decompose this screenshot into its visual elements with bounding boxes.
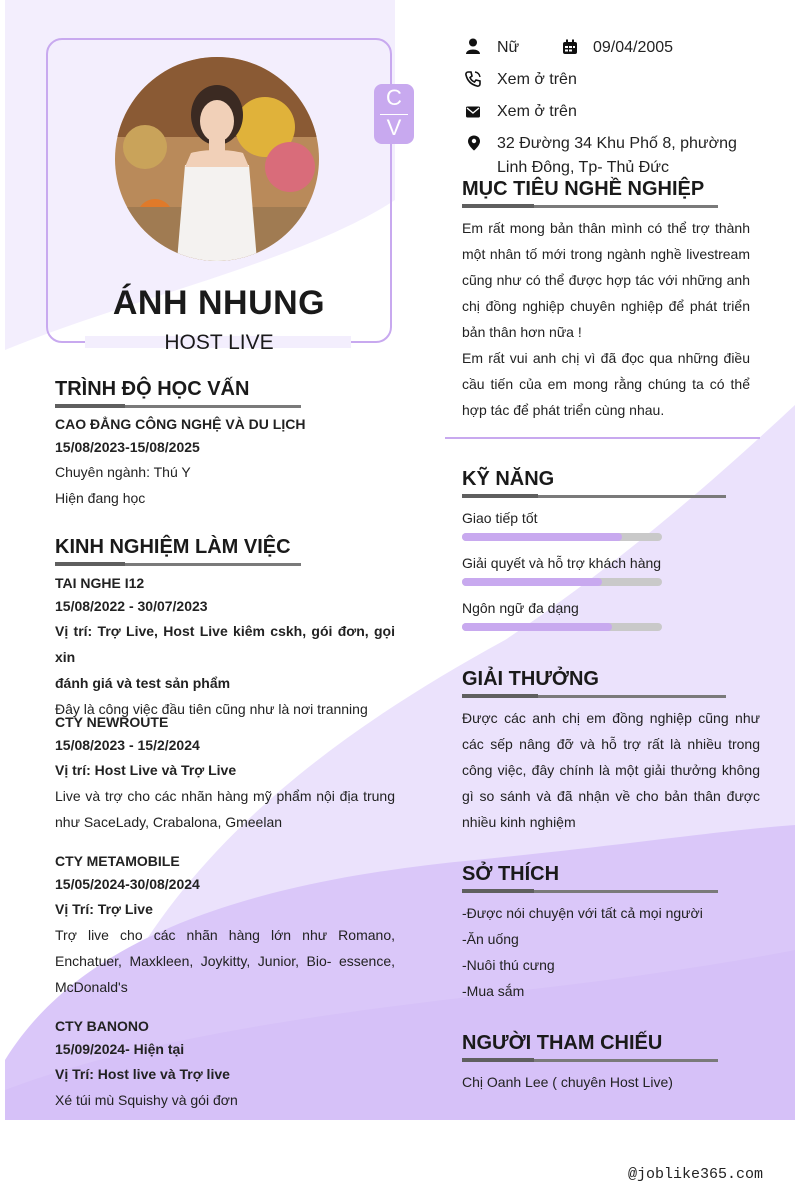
education-period: 15/08/2023-15/08/2025 [55, 439, 200, 455]
phone-icon [465, 71, 481, 87]
gender-value: Nữ [497, 39, 520, 56]
job-description: Enchatuer, Maxkleen, Joykitty, Junior, Bio- essence, [55, 953, 395, 969]
skills-title: KỸ NĂNG [462, 468, 555, 490]
job-period: 15/08/2023 - 15/2/2024 [55, 737, 200, 753]
mail-icon [465, 104, 481, 120]
objective-text [462, 215, 750, 423]
skill-bar [462, 623, 662, 631]
job-company: CTY METAMOBILE [55, 853, 180, 869]
skills-underline [462, 495, 726, 498]
hobbies-title: SỞ THÍCH [462, 863, 560, 885]
experience-underline [55, 563, 301, 566]
job-position: Vị trí: Trợ Live, Host Live kiêm cskh, gói đơn, gọi xin [55, 623, 395, 665]
objective-line: Em rất vui anh chị vì đã đọc qua những điều [462, 350, 750, 366]
cv-tag-top: C [386, 85, 402, 110]
awards-title: GIẢI THƯỞNG [462, 668, 599, 690]
experience-title: KINH NGHIỆM LÀM VIỆC [55, 536, 291, 558]
education-status: Hiện đang học [55, 490, 146, 506]
job-company: CTY BANONO [55, 1018, 149, 1034]
objective-line: cũng như có thể được hợp tác với những anh [462, 272, 750, 288]
skill-label: Ngôn ngữ đa dạng [462, 600, 579, 616]
objective-title: MỤC TIÊU NGHỀ NGHIỆP [462, 178, 705, 200]
job-period: 15/08/2022 - 30/07/2023 [55, 598, 208, 614]
job-entry [55, 850, 395, 1000]
hobby-item: -Mua sắm [462, 983, 525, 999]
objective-underline [462, 205, 718, 208]
cv-tag-bottom: V [386, 115, 402, 140]
address-line-2: Linh Đông, Tp- Thủ Đức [497, 159, 669, 176]
job-entry [55, 1015, 395, 1113]
cv-tag [374, 84, 414, 144]
email-value: Xem ở trên [497, 103, 577, 120]
hobby-item: -Được nói chuyện với tất cả mọi người [462, 905, 703, 921]
section-divider [445, 437, 760, 439]
job-position: Vị Trí: Host live và Trợ live [55, 1066, 230, 1082]
skill-bar [462, 578, 662, 586]
awards-line: các sếp nâng đỡ và hỗ trợ rất là nhiều trong [462, 736, 760, 752]
job-entry [55, 711, 395, 835]
awards-line: Được các anh chị em đồng nghiệp cũng như [462, 710, 760, 726]
birthdate-value: 09/04/2005 [593, 39, 674, 56]
calendar-icon [562, 39, 578, 55]
awards-line: gì so sánh và đã nhận về cho bản thân được [462, 788, 760, 804]
job-position: đánh giá và test sản phẩm [55, 675, 231, 691]
objective-line: Em rất mong bản thân mình có thể trợ thành [462, 220, 750, 236]
job-description: Xé túi mù Squishy và gói đơn [55, 1092, 238, 1108]
hobbies-underline [462, 890, 718, 893]
hobby-item: -Nuôi thú cưng [462, 957, 555, 973]
awards-line: nhiều kinh nghiệm [462, 814, 576, 830]
references-underline [462, 1059, 718, 1062]
job-position: Vị Trí: Trợ Live [55, 901, 153, 917]
objective-line: bản thân hơn nữa ! [462, 324, 582, 340]
awards-text [462, 705, 760, 835]
objective-line: một nhân tố mới trong ngành nghề livestream [462, 246, 750, 262]
user-icon [465, 38, 481, 54]
hobby-item: -Ăn uống [462, 931, 519, 947]
location-icon [466, 135, 482, 151]
objective-line: cầu tiến của em mong rằng chúng ta có thể [462, 376, 750, 392]
awards-underline [462, 695, 726, 698]
education-underline [55, 405, 301, 408]
education-title: TRÌNH ĐỘ HỌC VẤN [55, 378, 250, 400]
education-major: Chuyên ngành: Thú Y [55, 464, 191, 480]
footer-watermark: @joblike365.com [628, 1166, 764, 1183]
job-description: McDonald's [55, 979, 128, 995]
candidate-name: ÁNH NHUNG [112, 284, 326, 322]
phone-value: Xem ở trên [497, 71, 577, 88]
school-name: CAO ĐẲNG CÔNG NGHỆ VÀ DU LỊCH [55, 416, 306, 432]
education-block [55, 413, 400, 511]
reference-text: Chị Oanh Lee ( chuyên Host Live) [462, 1074, 673, 1090]
job-company: TAI NGHE I12 [55, 575, 145, 591]
job-description: Live và trợ cho các nhãn hàng mỹ phẩm nội địa trung [55, 788, 395, 804]
skill-label: Giải quyết và hỗ trợ khách hàng [462, 555, 662, 571]
avatar [115, 57, 319, 261]
objective-line: chị đồng nghiệp chuyên nghiệp để phát triển [462, 298, 750, 314]
job-entry [55, 572, 395, 722]
job-position: Vị trí: Host Live và Trợ Live [55, 762, 237, 778]
skill-label: Giao tiếp tốt [462, 510, 538, 526]
objective-line: hợp tác để phát triển cùng nhau. [462, 402, 665, 418]
job-company: CTY NEWROUTE [55, 714, 169, 730]
job-period: 15/05/2024-30/08/2024 [55, 876, 200, 892]
job-description: Trợ live cho các nhãn hàng lớn như Romano, [55, 927, 395, 943]
address-line-1: 32 Đường 34 Khu Phố 8, phường [497, 135, 737, 152]
cv-page [5, 0, 795, 1120]
job-period: 15/09/2024- Hiện tại [55, 1041, 185, 1057]
skill-bar [462, 533, 662, 541]
candidate-role: HOST LIVE [164, 331, 274, 354]
hobbies-list [462, 900, 703, 1004]
awards-line: công việc, đây chính là một giải thưởng không [462, 762, 760, 778]
references-title: NGƯỜI THAM CHIẾU [462, 1032, 663, 1054]
job-description: Đây là công việc đầu tiên cũng như là nơi tranning [55, 701, 368, 717]
job-description: như SaceLady, Crabalona, Gmeelan [55, 814, 283, 830]
